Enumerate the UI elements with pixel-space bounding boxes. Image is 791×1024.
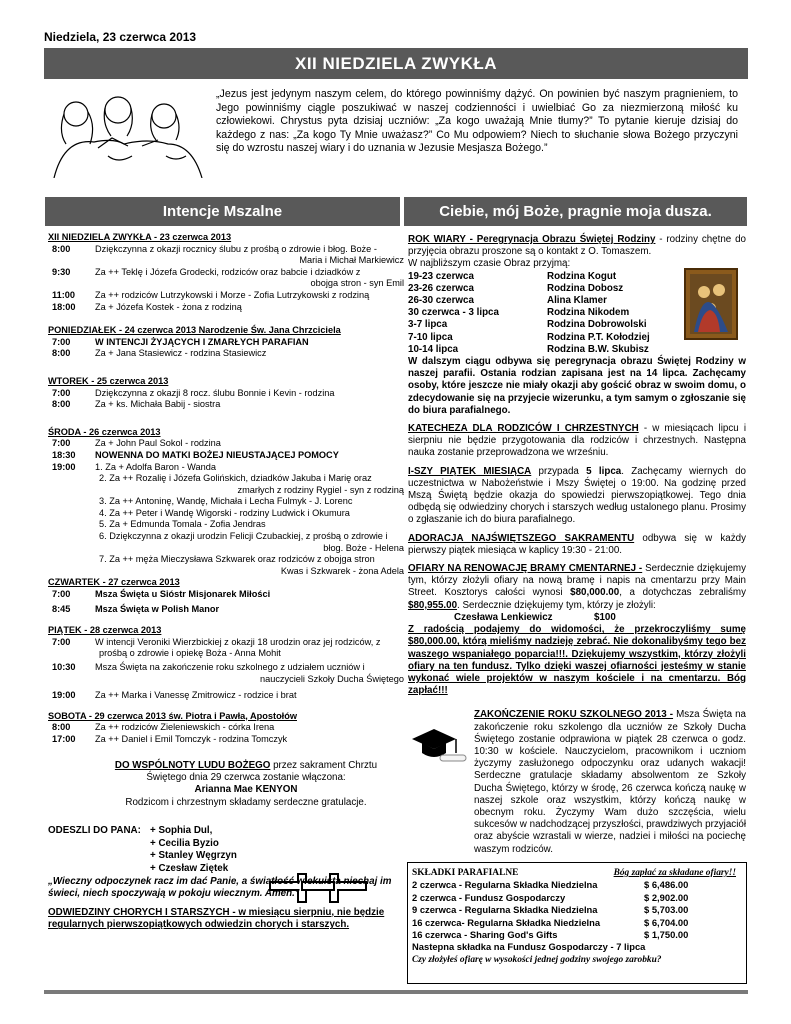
deceased-name: + Cecilia Byzio (150, 837, 219, 849)
intention-row: 7:00 W INTENCJI ŻYJĄCYCH I ZMARŁYCH PARAFIAN (52, 336, 309, 347)
holy-family-painting-icon (684, 268, 738, 340)
day-title-friday: PIĄTEK - 28 czerwca 2013 (48, 625, 162, 636)
intention-row: 11:00 Za ++ rodziców Lutrzykowski i Morze - Zofia Lutrzykowski z rodziną (52, 289, 370, 300)
intention-line: 4. Za ++ Peter i Wandę Wigorski - rodziny Ludwick i Okumura (99, 507, 350, 518)
day-title-tuesday: WTOREK - 25 czerwca 2013 (48, 375, 169, 386)
adoration-section: ADORACJA NAJŚWIĘTSZEGO SAKRAMENTU odbywa się w każdy pierwszy piątek miesiąca w kaplicy 19:30 - 21:00. (408, 532, 746, 556)
intention-row: 9:30 Za ++ Teklę i Józefa Grodecki, rodziców oraz babcie i dziadków z (52, 266, 361, 277)
intention-row: 8:45 Msza Święta w Polish Manor (52, 603, 220, 614)
day-title-thursday: CZWARTEK - 27 czerwca 2013 (48, 577, 180, 588)
day-title-sunday: XII NIEDZIELA ZWYKŁA - 23 czerwca 2013 (48, 232, 232, 242)
intention-row: 7:00 Msza Święta u Sióstr Misjonarek Miłości (52, 589, 271, 600)
bottom-divider (44, 990, 748, 994)
intention-row: 18:00 Za + Józefa Kostek - żona z rodziną (52, 301, 242, 312)
intention-continuation: prośbą o zdrowie i opiekę Boża - Anna Mohit (99, 648, 281, 659)
cemetery-gate-closing: Z radością podajemy do widomości, że przekroczyliśmy sumę $80,000.00, którą mieliśmy nadzieję zebrać. Nie dokonalibyśmy tego bez waszego wspaniałego poparcia!!!. Dziękujemy wszystkim, którzy złożyli ofiary na ten fundusz. Tylko dzięki waszej ofiarności jesteśmy w stanie wykonać wiele projektów w naszym kościele i na cmentarzu. Bóg zapłać!!! (408, 624, 746, 697)
collection-row: 9 czerwca - Regularna Składka Niedzielna $ 5,703.00 (412, 904, 689, 916)
intention-row: 19:00 1. Za + Adolfa Baron - Wanda (52, 461, 216, 472)
next-collection: Nastepna składka na Fundusz Gospodarczy - 7 lipca (412, 941, 646, 953)
intention-row: 18:30 NOWENNA DO MATKI BOŻEJ NIEUSTAJĄCEJ POMOCY (52, 449, 339, 460)
intention-continuation: Maria i Michał Markiewicz (299, 255, 404, 266)
catechesis-section: KATECHEZA DLA RODZICÓW I CHRZESTNYCH - w miesiącach lipcu i sierpniu nie będzie przygotowania dla rodziców i chrzestnych. Następna nauka zostanie przeprowadzona we wrześniu. (408, 423, 746, 459)
intention-continuation: nauczycieli Szkoły Ducha Świętego (259, 673, 404, 684)
intention-row: 7:00 Za + John Paul Sokol - rodzina (52, 438, 221, 449)
graduation-cap-icon (410, 725, 468, 765)
intention-row: 8:00 Dziękczynna z okazji rocznicy ślubu z prośbą o zdrowie i błog. Boże - (52, 243, 377, 254)
announcements-header: Ciebie, mój Boże, pragnie moja dusza. (404, 197, 747, 226)
sick-visits-notice: ODWIEDZINY CHORYCH I STARSZYCH - w miesiącu sierpniu, nie będzie regularnych pierwszopiątkowych odwiedzin chorych i starszych. (48, 906, 385, 931)
donor-row: Czesława Lenkiewicz $100 (454, 611, 616, 623)
schedule-row: 19-23 czerwca Rodzina Kogut (408, 270, 617, 282)
intention-continuation: błog. Boże - Helena (323, 542, 404, 553)
schedule-row: 26-30 czerwca Alina Klamer (408, 295, 607, 307)
day-title-monday: PONIEDZIAŁEK - 24 czerwca 2013 Narodzenie Św. Jana Chrzciciela (48, 325, 341, 336)
collection-row: 2 czerwca - Fundusz Gospodarczy $ 2,902.00 (412, 891, 689, 903)
schedule-row: 10-14 lipca Rodzina B.W. Skubisz (408, 343, 649, 355)
deceased-name: + Czesław Ziętek (150, 862, 229, 874)
deceased-section: ODESZLI DO PANA: + Sophia Dul, + Cecilia Byzio + Stanley Węgrzyn + Czesław Ziętek „Wieczny odpoczynek racz im dać Panie, a światłość wiekuista niechaj im świeci, niech spoczywają w pokoju wiecznym. Amen.” ODWIEDZINY CHORYCH I STARSZYCH - w miesiącu sierpniu, nie będzie regularnych pierwszopiątkowych odwiedzin chorych i starszych. (48, 825, 404, 932)
first-friday-section: I-SZY PIĄTEK MIESIĄCA przypada 5 lipca. Zachęcamy wiernych do uczestnictwa w Nabożeństwie i Mszy Świętej o 19:00. Na godzinę przed Mszą Świętą będzie okazja do spowiedzi pierwszopiątkowej. Tego dnia odbędą się odwiedziny chorych i starszych według ustalonego planu. Prosimy o zgłaszanie ich do biura parafialnego. (408, 465, 746, 526)
intention-line: 6. Dziękczynna z okazji urodzin Felicji Czubackiej, z prośbą o zdrowie i (99, 531, 388, 542)
intention-row: 7:00 W intencji Veroniki Wierzbickiej z okazji 18 urodzin oraz jej rodziców, z (52, 636, 381, 647)
intention-line: 7. Za ++ męża Mieczysława Szkwarek oraz rodziców z obojga stron (99, 554, 375, 565)
page-title-banner: XII NIEDZIELA ZWYKŁA (44, 48, 748, 79)
jesus-disciples-illustration-icon (46, 86, 208, 178)
cemetery-gate-section: OFIARY NA RENOWACJĘ BRAMY CMENTARNEJ - Serdecznie dziękujemy tym, którzy złożyli ofiary na nową bramę i napis na cmentarzu przy Main Street. Kosztorys całości wynosi $80,000.00, a dotychczas zebraliśmy $80,955.00. Serdecznie dziękujemy tym, którzy je złożyli: (408, 563, 746, 611)
sunday-quote: „Jezus jest jedynym naszym celem, do którego powinniśmy dążyć. On powinien być naszym pragnieniem, to Jego powinniśmy ciągle poszukiwać w naszej codzienności i uwielbiać Go za niezmierzoną miłość ku człowiekowi. Chrystus pyta dzisiaj uczniów: „Za kogo uważają Mnie tłumy?” To pytanie kieruje dzisiaj do każdego z nas: „Za kogo Ty Mnie uważasz?” Co Mu odpowiem? Niech to słuchanie słowa Bożego przyczyni się do wzrostu naszej wiary i do uznania w Jezusie Mesjasza Bożego.” (216, 88, 738, 154)
schedule-row: 30 czerwca - 3 lipca Rodzina Nikodem (408, 307, 630, 319)
date-line: Niedziela, 23 czerwca 2013 (44, 30, 197, 44)
eternal-rest-prayer: „Wieczny odpoczynek racz im dać Panie, a światłość wiekuista niechaj im świeci, niech spoczywają w pokoju wiecznym. Amen.” (48, 875, 392, 900)
collections-question: Czy złożyłeś ofiarę w wysokości jednej godziny swojego zarobku? (412, 954, 662, 965)
intention-row: 8:00 Za + ks. Michała Babij - siostra (52, 399, 221, 410)
intention-continuation: zmarłych z rodziny Rygiel - syn z rodziną (237, 484, 404, 495)
baptism-announcement: DO WSPÓLNOTY LUDU BOŻEGO przez sakrament Chrztu Świętego dnia 29 czerwca zostanie włączona: Arianna Mae KENYON Rodzicom i chrzestnym składamy serdeczne gratulacje. (114, 759, 378, 808)
schedule-row: 3-7 lipca Rodzina Dobrowolski (408, 319, 647, 331)
parish-collections-box (407, 862, 747, 984)
intention-continuation: Kwas i Szkwarek - żona Adela (280, 565, 404, 576)
collection-row: 16 czerwca - Sharing God's Gifts $ 1,750.00 (412, 929, 689, 941)
year-of-faith-section: ROK WIARY - Peregrynacja Obrazu Świętej Rodziny - rodziny chętne do przyjęcia obrazu proszone są o kontakt z O. Tomaszem. (408, 234, 746, 258)
pilgrimage-closing: W dalszym ciągu odbywa się peregrynacja obrazu Świętej Rodziny w naszej parafii. Ostania rodzian zapisana jest na 14 lipca. Zachęcamy osoby, które jeszcze nie miały okazji aby gościć obraz w swoim domu, o zdecydowanie się na przyjecie wizerunku, a tym samym o zgłoszanie się do biura parafialnego. (408, 356, 746, 416)
deceased-name: + Sophia Dul, (150, 825, 213, 837)
intention-line: 5. Za + Edmunda Tomala - Zofia Jendras (99, 519, 266, 530)
deceased-name: + Stanley Węgrzyn (150, 850, 237, 862)
intention-row: 17:00 Za ++ Daniel i Emil Tomczyk - rodzina Tomczyk (52, 733, 288, 744)
intention-row: 8:00 Za + Jana Stasiewicz - rodzina Stasiewicz (52, 348, 267, 359)
announcements-column: ROK WIARY - Peregrynacja Obrazu Świętej Rodziny - rodziny chętne do przyjęcia obrazu proszone są o kontakt z O. Tomaszem. W najbliższym czasie Obraz przyjmą: 19-23 czerwca Rodzina Kogut 23-26 czerwca Rodzina Dobosz 26-30 czerwca Alina Klamer 30 czerwca - 3 lipca Rodzina Nikodem 3-7 lipca Rodzina Dobrowolski 7-10 lipca Rodzina P.T. Kołodziej 10-14 lipca Rodzina B.W. Skubisz W dalszym ciągu odbywa się peregrynacja obrazu Świętej Rodziny w naszej parafii. Ostania rodzian zapisana jest na 14 lipca. Zachęcamy osoby, które jeszcze nie miały okazji aby gościć obraz w swoim domu, o zdecydowanie się na przyjecie wizerunku, a tym samym o zgłoszanie się do biura parafialnego. KATECHEZA DLA RODZICÓW I CHRZESTNYCH - w miesiącach lipcu i sierpniu nie będzie przygotowania dla rodziców i chrzestnych. Następna nauka zostanie przeprowadzona we wrześniu. I-SZY PIĄTEK MIESIĄCA przypada 5 lipca. Zachęcamy wiernych do uczestnictwa w Nabożeństwie i Mszy Świętej o 19:00. Na godzinę przed Mszą Świętą będzie okazja do spowiedzi pierwszopiątkowej. Tego dnia odbędą się odwiedziny chorych i starszych według ustalonego planu. Prosimy o zgłaszanie ich do biura parafialnego. ADORACJA NAJŚWIĘTSZEGO SAKRAMENTU odbywa się w każdy pierwszy piątek miesiąca w kaplicy 19:30 - 21:00. OFIARY NA RENOWACJĘ BRAMY CMENTARNEJ - Serdecznie dziękujemy tym, którzy złożyli ofiary na nową bramę i napis na cmentarzu przy Main Street. Kosztorys całości wynosi $80,000.00, a dotychczas zebraliśmy $80,955.00. Serdecznie dziękujemy tym, którzy je złożyli: Czesława Lenkiewicz $100 Z radością podajemy do widomości, że przekroczyliśmy sumę $80,000.00, którą mieliśmy nadzieję zebrać. Nie dokonalibyśmy tego bez waszego wspaniałego poparcia!!!. Dziękujemy wszystkim, którzy złożyli ofiary na ten fundusz. Tylko dzięki waszej ofiarności jesteśmy w stanie wykonać wiele projektów w naszym kościele i na cmentarzu. Bóg zapłać!!! ZAKOŃCZENIE ROKU SZKOLNEGO 2013 - Msza Święta na zakończenie roku szkolengo dla uczniów ze Szkoły Ducha Świętego zostanie odprawiona w piątek 28 czerwca o godz. 10:30 w kościele. Nauczycielom, pracownikom i uczniom życzymy zasłużonego odpoczynku oraz udanych wakacji! Serdeczne gratulacje składamy absolwentom ze Szkoły Ducha Świętego, którzy w środę, 26 czerwca kończą naukę w naszej szkole oraz wszystkim, którzy kończą naukę w obecnym roku. Życzymy Wam dużo szczęścia, wielu sukcesów w nadchodzącej przyszłości, prawdziwych przyjaciół oraz abyście wzrastali w wierze, nadziei i miłości na pociechę waszym rodziców. (408, 234, 747, 855)
day-title-saturday: SOBOTA - 29 czerwca 2013 św. Piotra i Pawła, Apostołów (48, 710, 297, 721)
collections-thanks: Bóg zapłać za składane ofiary!! (613, 868, 736, 878)
school-year-end-section: ZAKOŃCZENIE ROKU SZKOLNEGO 2013 - Msza Święta na zakończenie roku szkolengo dla uczniów ze Szkoły Ducha Świętego zostanie odprawiona w piątek 28 czerwca o godz. 10:30 w kościele. Nauczycielom, pracownikom i uczniom życzymy zasłużonego odpoczynku oraz udanych wakacji! Serdeczne gratulacje składamy absolwentom ze Szkoły Ducha Świętego, którzy w środę, 26 czerwca kończą naukę w naszej szkole oraz wszystkim, którzy kończą naukę w obecnym roku. Życzymy Wam dużo szczęścia, wielu sukcesów w nadchodzącej przyszłości, prawdziwych przyjaciół oraz abyście wzrastali w wierze, nadziei i miłości na pociechę waszym rodziców. (474, 709, 747, 855)
intention-line: 3. Za ++ Antoninę, Wandę, Michała i Lecha Fulmyk - J. Lorenc (99, 496, 353, 507)
collection-row: 2 czerwca - Regularna Składka Niedzielna $ 6,486.00 (412, 879, 689, 891)
intention-row: 19:00 Za ++ Marka i Vanessę Zmitrowicz - rodzice i brat (52, 690, 297, 701)
schedule-row: 23-26 czerwca Rodzina Dobosz (408, 282, 624, 294)
mass-intentions-header: Intencje Mszalne (45, 197, 400, 226)
schedule-row: 7-10 lipca Rodzina P.T. Kołodziej (408, 331, 650, 343)
mass-intentions-column (48, 232, 404, 932)
collections-title: SKŁADKI PARAFIALNE (412, 868, 519, 878)
intention-continuation: obojga stron - syn Emil (310, 278, 404, 289)
intention-row: 10:30 Msza Święta na zakończenie roku szkolnego z udziałem uczniów i (52, 662, 365, 672)
crosses-icon (266, 870, 370, 904)
collection-row: 16 czerwca- Regularna Składka Niedzielna $ 6,704.00 (412, 916, 689, 928)
intention-row: 8:00 Za ++ rodziców Zieleniewskich - córka Irena (52, 722, 275, 733)
intention-line: 2. Za ++ Rozalię i Józefa Golińskich, dziadków Jakuba i Marię oraz (99, 473, 372, 484)
intention-row: 7:00 Dziękczynna z okazji 8 rocz. ślubu Bonnie i Kevin - rodzina (52, 387, 335, 398)
day-title-wednesday: ŚRODA - 26 czerwca 2013 (48, 426, 161, 437)
